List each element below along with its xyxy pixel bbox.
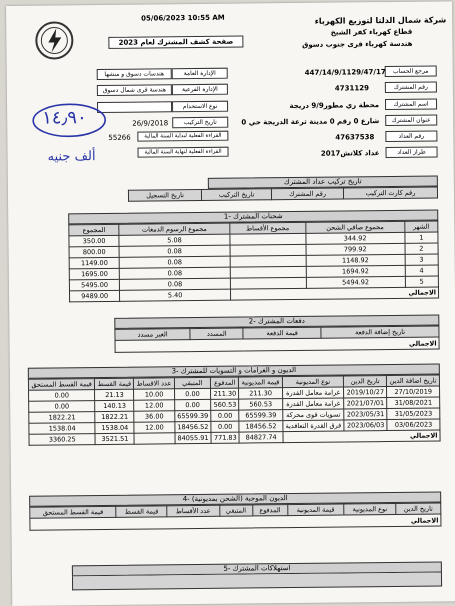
branch-admin-value: هندسة قرى شمال دسوق <box>97 84 172 96</box>
pay-col-unpaid: الغير مسدد <box>115 329 191 341</box>
debts-title: الديون و الغرامات و التسويات للمشترك -3 <box>28 363 440 378</box>
pay-col-paid: المسدد <box>190 328 243 340</box>
meter-history-table <box>128 186 438 201</box>
table-row: 03/06/2023 2023/06/03 فرق القدرة التعاقدية 18456.52 0.00 18456.52 12.00 1538.04 1538.04 <box>29 419 440 434</box>
cd-col-type: نوع المديونية <box>344 503 396 515</box>
general-admin-label: الإدارة العامة <box>172 68 228 80</box>
debt-col-add-date: تاريخ اضافة الدين <box>387 375 440 387</box>
usage-type-label: نوع الاستخدام <box>172 101 228 113</box>
cd-col-value: قيمة المديونية <box>287 504 344 516</box>
account-ref-value: 447/14/9/1129/47/17 <box>304 68 386 77</box>
debt-col-date: تاريخ الدين <box>344 376 387 387</box>
cd-col-installment: قيمة القسط <box>116 506 167 518</box>
name-label: اسم المشترك <box>385 98 437 110</box>
debt-col-type: نوع المديونية <box>282 376 344 388</box>
consumption-title: استهلاكات المشترك -5 <box>72 561 442 576</box>
debt-col-count: عدد الاقساط <box>134 378 174 389</box>
charged-debts-title: الديون الموجبة (الشحن بمديونية) -4 <box>29 491 441 506</box>
charged-debts-total-row: الاجمالي <box>30 514 441 530</box>
ch-col-fees: مجموع الرسوم الدمغات <box>119 223 229 235</box>
address-label: عنوان المشترك <box>385 114 437 126</box>
consumption-table-stub <box>72 572 442 590</box>
charges-total-row: الاجمالي 5.40 9489.00 <box>69 287 438 302</box>
address-value: شارع 0 رقم 0 مدينة ترعة الدريجة حي 0 <box>241 117 380 127</box>
mh-col-card: رقم كارت التركيب <box>343 187 437 199</box>
meter-type-value: عداد كلاتش2017 <box>320 149 380 158</box>
name-value: محطة ري مطور9/9 دريجة <box>289 101 380 111</box>
payments-table <box>114 325 439 352</box>
meter-history-title: تاريخ تركيب عداد المشترك <box>208 175 438 188</box>
handwritten-note: ألف جنيه <box>47 149 96 165</box>
debt-col-installment: قيمة القسط <box>95 378 134 389</box>
debt-col-value: قيمة المديونية <box>239 377 283 388</box>
table-row: 31/05/2023 2023/05/31 تسويات قوى محركة 65599.39 0.00 65599.39 36.00 1822.21 1822.21 <box>29 408 440 423</box>
cd-col-due: قيمة القسط المستحق <box>30 506 117 518</box>
debts-table <box>28 374 441 445</box>
debt-col-paid: المدفوع <box>211 377 239 388</box>
cd-col-remaining: المتبقي <box>219 505 252 516</box>
report-title: صفحة كشف المشترك لعام <box>140 37 234 47</box>
install-date-label: تاريخ التركيب <box>172 117 228 129</box>
charged-debts-table <box>29 502 441 530</box>
install-date-value: 26/9/2018 <box>132 119 169 128</box>
ch-col-total: المجموع <box>69 224 119 236</box>
mh-col-sub: رقم المشترك <box>272 188 344 200</box>
payments-title: دفعات المشترك -2 <box>114 314 439 328</box>
district-name: هندسة كهرباء قرى جنوب دسوق <box>302 39 413 49</box>
start-reading-value: 55266 <box>108 133 131 142</box>
charges-table <box>68 220 439 302</box>
table-row: 31/08/2021 2021/07/01 غرامة معامل القدرة 560.53 560.53 0.00 12.00 140.13 0.00 <box>29 397 440 412</box>
mh-col-register: تاريخ التسجيل <box>128 189 201 201</box>
sector-name: قطاع كهرباء كفر الشيخ <box>330 27 413 37</box>
table-row: 3 1148.92 0.08 1149.00 <box>69 254 438 269</box>
pay-col-amount: قيمة الدفعة <box>243 327 321 339</box>
general-admin-value: هندسات دسوق و منشها <box>97 68 172 80</box>
print-datetime: 05/06/2023 10:55 AM <box>141 13 225 23</box>
meter-type-label: طراز العداد <box>385 146 437 158</box>
payments-total-row: الاجمالي <box>115 337 439 352</box>
account-ref-label: مرجع الحساب <box>385 65 437 77</box>
table-row: 4 1694.92 0.08 1695.00 <box>69 265 438 280</box>
sub-no-value: 4731129 <box>334 84 370 93</box>
pay-col-date: تاريخ إضافة الدفعة <box>321 326 439 338</box>
debt-col-remaining: المتبقي <box>174 377 211 388</box>
debts-total-row: الاجمالي 84827.74 771.83 84055.91 3521.51 3360.25 <box>29 430 440 445</box>
end-reading-label: القراءة الفعلية لنهاية السنة المالية <box>137 147 228 158</box>
report-year: 2023 <box>118 38 139 47</box>
mh-col-install: تاريخ التركيب <box>202 189 272 201</box>
ch-col-net: مجموع صافي الشحن <box>306 221 405 233</box>
start-reading-label: القراءة الفعلية لبداية السنة المالية <box>137 131 228 142</box>
charges-title: شحنات المشترك -1 <box>68 209 438 224</box>
table-row: 1 344.92 5.08 350.00 <box>69 232 438 247</box>
report-title-box <box>108 36 243 49</box>
debt-col-due: قيمة القسط المستحق <box>28 379 95 391</box>
cd-col-count: عدد الأقساط <box>167 505 219 517</box>
table-row: 5 5494.92 0.08 5495.00 <box>69 276 438 291</box>
cd-col-date: تاريخ الدين <box>396 503 441 514</box>
meter-no-value: 47637538 <box>335 133 375 142</box>
handwritten-amount: ١٤٫٩٠ <box>42 107 87 129</box>
cd-col-paid: المدفوع <box>253 505 288 516</box>
ch-col-install: مجموع الأقساط <box>230 222 306 234</box>
sub-no-label: رقم المشترك <box>385 81 437 93</box>
table-row: 2 799.92 0.08 800.00 <box>69 243 438 258</box>
branch-admin-label: الإدارة الفرعية <box>172 84 228 96</box>
company-name: شركة شمال الدلتا لتوزيع الكهرباء <box>314 15 447 26</box>
company-logo-icon <box>34 20 74 60</box>
meter-no-label: رقم العداد <box>385 130 437 142</box>
table-row: 27/10/2019 2019/10/27 غرامة معامل القدرة 211.30 211.30 0.00 10.00 21.13 0.00 <box>29 386 440 401</box>
document-page <box>6 1 455 606</box>
ch-col-month: الشهر <box>404 221 438 232</box>
